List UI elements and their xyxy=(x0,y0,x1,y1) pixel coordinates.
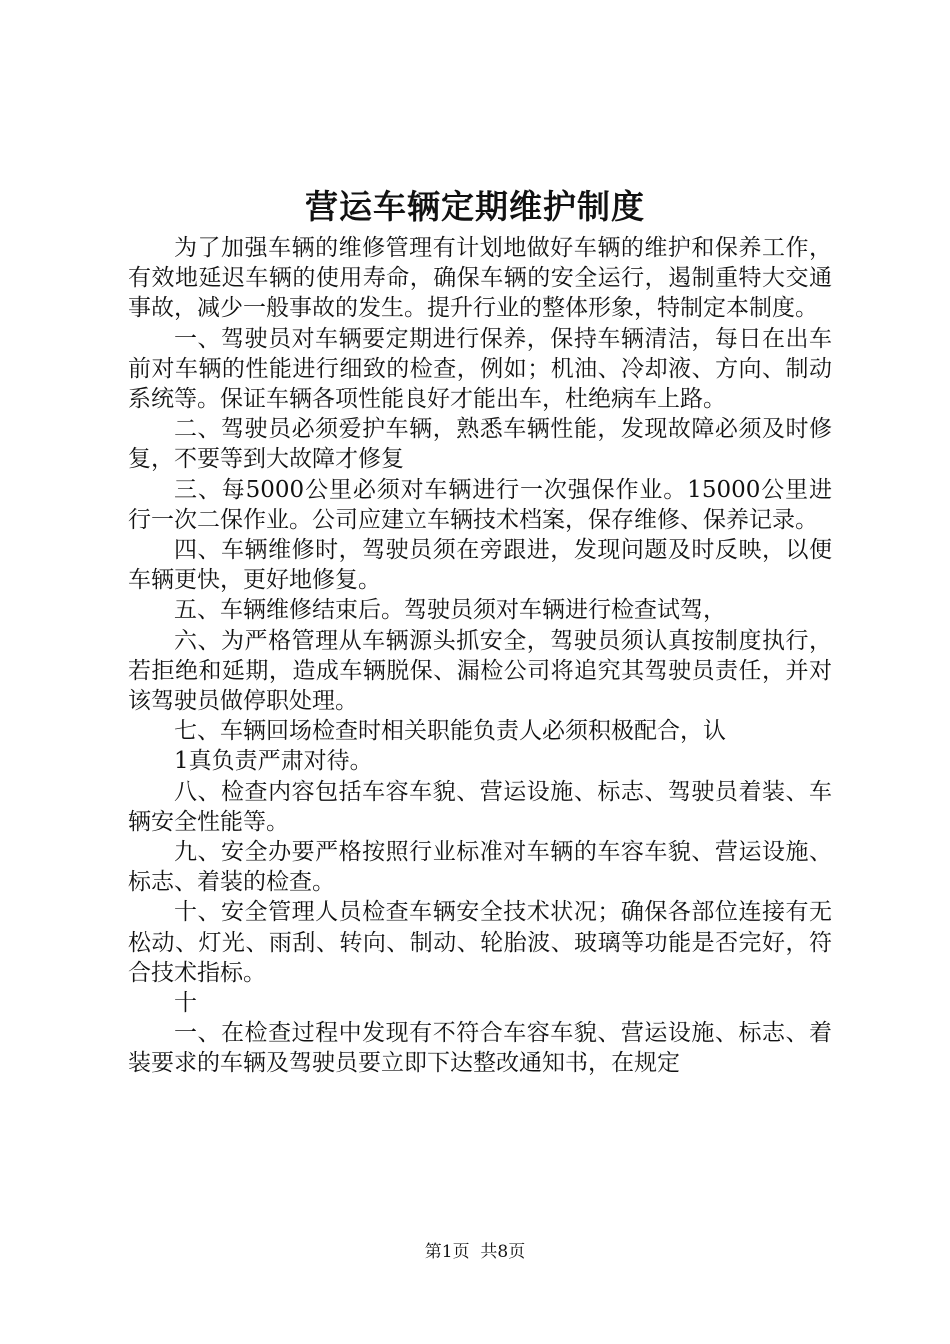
paragraph-item-2: 二、驾驶员必须爱护车辆，熟悉车辆性能，发现故障必须及时修复，不要等到大故障才修复 xyxy=(128,416,832,473)
paragraph-intro: 为了加强车辆的维修管理有计划地做好车辆的维护和保养工作，有效地延迟车辆的使用寿命，确保车辆的安全运行，遏制重特大交通事故，减少一般事故的发生。提升行业的整体形象，特制定本制度。 xyxy=(128,235,832,322)
paragraph-item-8: 八、检查内容包括车容车貌、营运设施、标志、驾驶员着装、车辆安全性能等。 xyxy=(128,778,832,835)
paragraph-item-9: 九、安全办要严格按照行业标准对车辆的车容车貌、营运设施、标志、着装的检查。 xyxy=(128,839,832,896)
paragraph-item-10: 十、安全管理人员检查车辆安全技术状况；确保各部位连接有无松动、灯光、雨刮、转向、制动、轮胎波、玻璃等功能是否完好，符合技术指标。 xyxy=(128,899,832,986)
paragraph-item-5: 五、车辆维修结束后。驾驶员须对车辆进行检查试驾， xyxy=(174,597,726,624)
paragraph-item-1: 一、驾驶员对车辆要定期进行保养，保持车辆清洁，每日在出车前对车辆的性能进行细致的检查，例如；机油、冷却液、方向、制动系统等。保证车辆各项性能良好才能出车，杜绝病车上路。 xyxy=(128,325,832,413)
page-number-label: 第1页 共8页 xyxy=(424,1242,526,1262)
document-body xyxy=(128,233,832,1078)
paragraph-item-11-heading: 十 xyxy=(174,990,197,1017)
paragraph-item-7: 七、车辆回场检查时相关职能负责人必须积极配合，认 xyxy=(174,718,726,745)
document-title: 营运车辆定期维护制度 xyxy=(305,187,645,226)
paragraph-item-3: 三、每5000公里必须对车辆进行一次强保作业。15000公里进行一次二保作业。公司应建立车辆技术档案，保存维修、保养记录。 xyxy=(128,476,832,533)
paragraph-item-6: 六、为严格管理从车辆源头抓安全，驾驶员须认真按制度执行，若拒绝和延期，造成车辆脱保、漏检公司将追究其驾驶员责任，并对该驾驶员做停职处理。 xyxy=(128,627,832,715)
paragraph-item-7-continued: 1真负责严肃对待。 xyxy=(174,748,373,775)
paragraph-item-11: 一、在检查过程中发现有不符合车容车貌、营运设施、标志、着装要求的车辆及驾驶员要立即下达整改通知书，在规定 xyxy=(128,1020,832,1077)
paragraph-item-4: 四、车辆维修时，驾驶员须在旁跟进，发现问题及时反映，以便车辆更快，更好地修复。 xyxy=(128,537,832,594)
page-footer xyxy=(0,1240,950,1264)
